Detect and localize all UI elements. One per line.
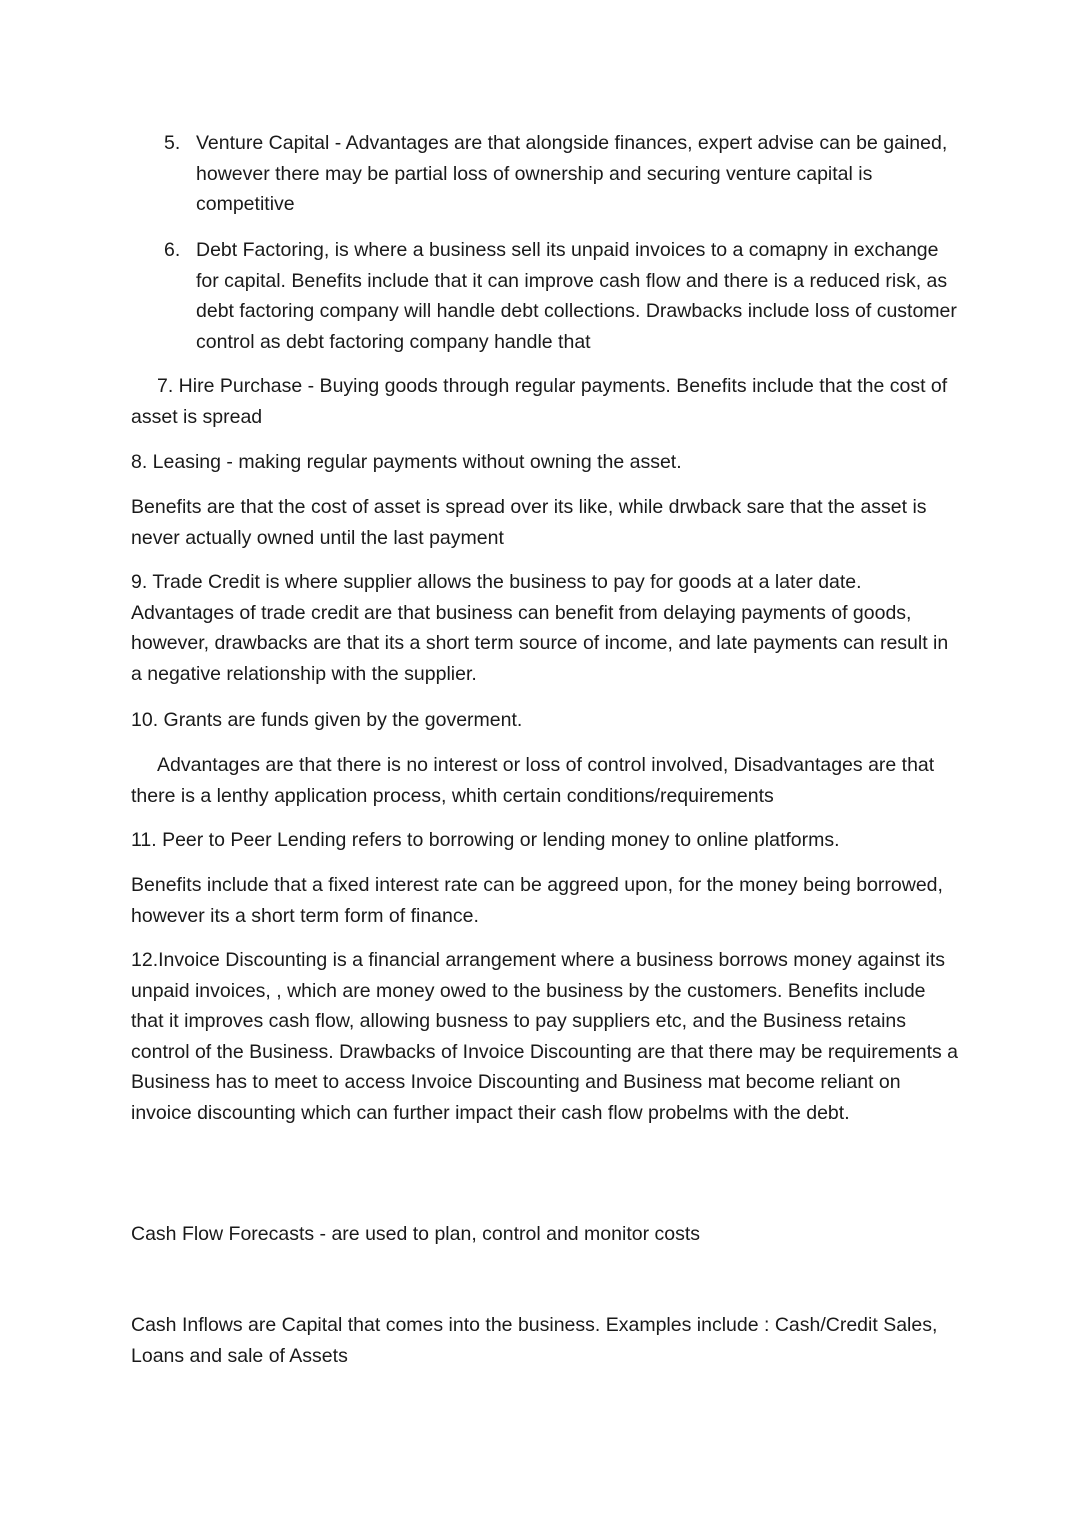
paragraph-cash-inflows: Cash Inflows are Capital that comes into the business. Examples include : Cash/Credit Sales, Loans and sale of Assets	[131, 1314, 938, 1367]
paragraph-invoice-discounting: 12.Invoice Discounting is a financial arrangement where a business borrows money against its unpaid invoices, , which are money owed to the business by the customers. Benefits include that it improves cash flow, allowing busness to pay suppliers etc, and the Business retains control of the Business. Drawbacks of Invoice Discounting are that there may be requirements a Business has to meet to access Invoice Discounting and Business mat become reliant on invoice discounting which can further impact their cash flow probelms with the debt.	[131, 949, 958, 1124]
list-text: Debt Factoring, is where a business sell its unpaid invoices to a comapny in exchange for capital. Benefits include that it can improve cash flow and there is a reduced risk, as debt factoring company will handle debt collections. Drawbacks include loss of customer control as debt factoring company handle that	[196, 239, 957, 353]
list-number: 5.	[164, 132, 181, 154]
paragraph-trade-credit: 9. Trade Credit is where supplier allows the business to pay for goods at a later date. Advantages of trade credit are that business can benefit from delaying payments of goods, however, drawbacks are that its a short term source of income, and late payments can result in a negative relationship with the supplier.	[131, 571, 949, 685]
paragraph-hire-purchase: 7. Hire Purchase - Buying goods through regular payments. Benefits include that the cost of asset is spread	[131, 375, 948, 428]
paragraph-leasing: 8. Leasing - making regular payments without owning the asset.	[131, 451, 682, 473]
list-item-debt-factoring	[164, 235, 964, 357]
list-text: Venture Capital - Advantages are that alongside finances, expert advise can be gained, however there may be partial loss of ownership and securing venture capital is competitive	[196, 132, 948, 216]
paragraph-peer-to-peer-benefits: Benefits include that a fixed interest rate can be aggreed upon, for the money being borrowed, however its a short term form of finance.	[131, 874, 943, 927]
paragraph-cash-flow-forecasts: Cash Flow Forecasts - are used to plan, control and monitor costs	[131, 1223, 701, 1245]
list-item-venture-capital	[164, 128, 964, 220]
paragraph-leasing-benefits: Benefits are that the cost of asset is spread over its like, while drwback sare that the asset is never actually owned until the last payment	[131, 496, 927, 549]
paragraph-grants-advantages: Advantages are that there is no interest or loss of control involved, Disadvantages are that there is a lenthy application process, whith certain conditions/requirements	[131, 754, 935, 807]
paragraph-peer-to-peer: 11. Peer to Peer Lending refers to borrowing or lending money to online platforms.	[131, 829, 840, 851]
paragraph-grants: 10. Grants are funds given by the goverment.	[131, 709, 523, 731]
list-number: 6.	[164, 239, 181, 261]
